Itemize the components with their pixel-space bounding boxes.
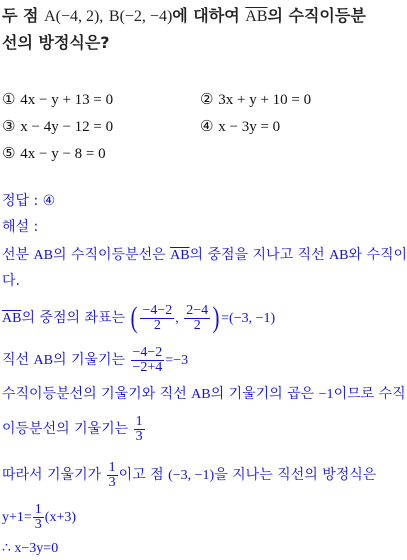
expl-text: 의 중점의 좌표는	[21, 310, 126, 326]
choice-number: ①	[2, 90, 16, 108]
explanation-line-2	[2, 271, 20, 291]
choice-5[interactable]	[2, 143, 106, 164]
left-paren: (	[130, 301, 138, 334]
expl-text: 직선	[2, 352, 30, 368]
answer-line	[2, 191, 55, 211]
answer-value: ④	[42, 193, 56, 209]
segment-ab: $\overline{AB}$	[170, 248, 190, 263]
expl-math: AB	[191, 387, 211, 402]
fraction-numerator: 1	[135, 413, 143, 429]
expl-math: y+1=	[2, 510, 32, 525]
fraction	[33, 503, 44, 532]
explanation-line-3	[2, 298, 275, 338]
question-line-1	[2, 6, 366, 27]
explanation-line-6	[2, 409, 146, 449]
fraction-denominator: 2	[153, 317, 161, 333]
question-text: 선의 방정식은?	[2, 33, 110, 52]
expl-text: 수직이등분선의 기울기와 직선	[2, 386, 187, 402]
expl-math: =−3	[165, 353, 189, 368]
fraction-numerator: 1	[108, 459, 116, 475]
expl-text: 의 중점을 지나고 직선	[189, 247, 325, 263]
choice-1[interactable]	[2, 89, 113, 110]
point-b-label: B	[108, 8, 120, 25]
question-text: 에 대하여	[172, 6, 240, 25]
explanation-line-5	[2, 384, 406, 405]
choice-3[interactable]	[2, 116, 113, 137]
expl-math: (x+3)	[44, 510, 77, 525]
expl-math: ,	[175, 311, 179, 326]
segment-ab: $\overline{AB}$	[2, 311, 22, 326]
right-paren: )	[212, 301, 220, 334]
fraction-denominator: −2+4	[132, 359, 163, 375]
segment-ab: $\overline{AB}$	[245, 8, 268, 25]
choice-4[interactable]	[200, 116, 280, 137]
expl-text: 따라서 기울기가	[2, 467, 102, 483]
expl-text: 의 기울기의 곱은	[210, 386, 315, 402]
explanation-line-1	[2, 245, 407, 266]
expl-math: AB	[329, 248, 349, 263]
choice-expression: x − 4y − 12 = 0	[20, 119, 114, 135]
choice-number: ③	[2, 117, 16, 135]
explanation-label-text: 해설 :	[2, 219, 39, 235]
choice-expression: x − 3y = 0	[218, 119, 281, 135]
expl-math: =(−3, −1)	[221, 311, 276, 326]
fraction-denominator: 2	[193, 317, 201, 333]
choice-expression: 4x − y + 13 = 0	[20, 92, 114, 108]
final-answer: ∴ x−3y=0	[2, 541, 59, 556]
expl-text: 이므로 수직	[333, 386, 406, 402]
fraction	[184, 304, 210, 333]
fraction-numerator: 2−4	[186, 302, 209, 318]
fraction	[131, 346, 165, 375]
expl-text: 다.	[2, 273, 20, 289]
choice-number: ②	[200, 90, 214, 108]
explanation-line-8	[2, 497, 76, 537]
fraction	[134, 415, 145, 444]
explanation-line-4	[2, 340, 188, 380]
fraction	[107, 461, 118, 490]
expl-math: AB	[33, 248, 53, 263]
question-text: 두 점	[2, 6, 39, 25]
fraction-denominator: 3	[108, 474, 116, 490]
point-a-label: A	[44, 8, 56, 25]
choice-number: ④	[200, 117, 214, 135]
choice-number: ⑤	[2, 144, 16, 162]
point-b-coords: (−2, −4)	[119, 8, 173, 25]
question-line-2	[2, 33, 110, 53]
choice-expression: 4x − y − 8 = 0	[20, 146, 106, 162]
fraction-numerator: −4−2	[142, 302, 173, 318]
expl-text: 선분	[2, 247, 30, 263]
fraction-numerator: 1	[34, 501, 42, 517]
expl-text: 이등분선의 기울기는	[2, 421, 129, 437]
choice-expression: 3x + y + 10 = 0	[218, 92, 312, 108]
fraction	[140, 304, 174, 333]
expl-text: 의 기울기는	[52, 352, 126, 368]
explanation-line-7	[2, 455, 376, 495]
expl-text: 을 지나는 직선의 방정식은	[214, 467, 377, 483]
point-a-coords: (−4, 2),	[55, 8, 104, 25]
question-text: 의 수직이등분	[267, 6, 366, 25]
expl-math: AB	[33, 353, 53, 368]
expl-text: 의 수직이등분선은	[52, 247, 166, 263]
explanation-label	[2, 217, 38, 237]
fraction-numerator: −4−2	[132, 344, 163, 360]
expl-math: (−3, −1)	[168, 468, 215, 483]
expl-text: 와 수직이	[348, 247, 407, 263]
expl-math: −1	[318, 387, 334, 402]
explanation-line-9	[2, 539, 58, 559]
fraction-denominator: 3	[34, 516, 42, 532]
expl-text: 이고 점	[118, 467, 164, 483]
fraction-denominator: 3	[135, 428, 143, 444]
choice-2[interactable]	[200, 89, 311, 110]
answer-label: 정답 :	[2, 193, 39, 209]
